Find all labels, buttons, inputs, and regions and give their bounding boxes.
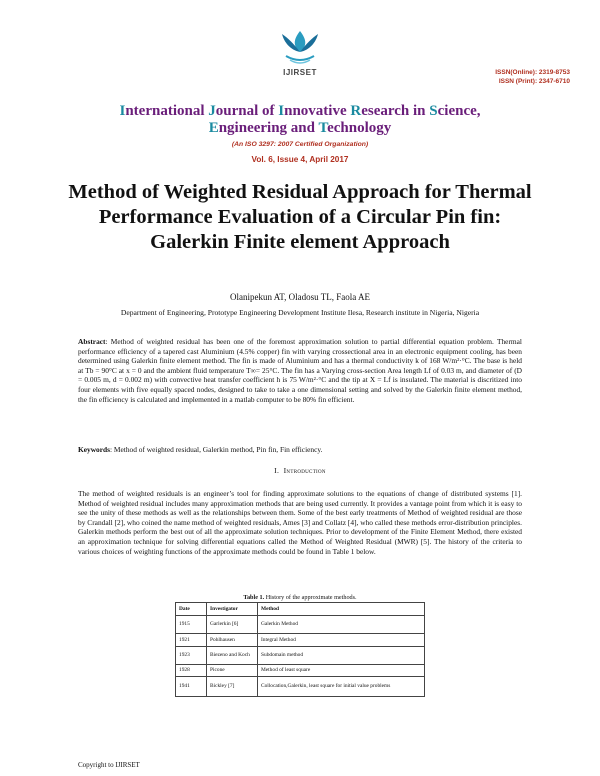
section-title: Introduction [283, 466, 326, 475]
logo-emblem-icon [278, 28, 322, 68]
logo-text: IJIRSET [283, 68, 317, 77]
journal-name [0, 103, 600, 137]
keywords-text: : Method of weighted residual, Galerkin method, Pin fin, Fin efficiency. [110, 445, 323, 454]
section-heading-introduction [0, 466, 600, 475]
table-cell: Galerkin Method [258, 616, 425, 634]
table-cell: Pohlhausen [207, 634, 258, 647]
abstract-label: Abstract [78, 337, 106, 346]
paper-authors: Olanipekun AT, Oladosu TL, Faola AE [230, 292, 370, 302]
table-cell: Bickley [7] [207, 677, 258, 697]
abstract-text: : Method of weighted residual has been one of the foremost approximation solution to partial differential equation problem. Thermal performance efficiency of a tapered cast Aluminium (4.5% copper) fin with varying crossectional area in an electronic equipment cooling, has been determined using Galerkin finite element method. The fin is made of Aluminium and has a thermal conductivity k of 168 W/m²·°C. The base is held at Tb = 90°C at x = 0 and the ambient fluid temperature T∞= 25°C. The fin has a Varying cross-section Area length Lf of 0.03 m, and diameter of (D = 0.005 m, d = 0.002 m) with convective heat transfer coefficient h is 75 W/m²·°C and the tip at X = Lf is insulated. The material is discritized into four elements with five equally spaced nodes, designed to take to take a one dimensional setting and solved by the Galerkin finite element method, the fin efficiency is calculated and implemented in a matlab computer to be 80% fin efficient. [78, 337, 522, 404]
table-cell: Biezeno and Koch [207, 647, 258, 665]
paper-affiliation: Department of Engineering, Prototype Engineering Development Institute Ilesa, Research institute in Nigeria, Nigeria [120, 308, 480, 317]
introduction-text: The method of weighted residuals is an engineer’s tool for finding approximate solutions to the equations of change of distributed systems [1]. Method of weighted residual includes many approximation methods that are being used currently. It provides a vantage point from which it is easy to see the unity of these methods as well as the relationships between them. Some of the best early treatments of Method of weighted residual are those by Crandall [2], who coined the name method of weighted residuals, Ames [3] and Collatz [4], who called these methods error-distribution principles. Galerkin methods perform the best out of all the approximate solution techniques. Prior to development of the Finite Element Method, there existed an approximation technique for solving differential equations called the Method of Weighted Residual (MWR) [5]. The history of the criteria to various choices of weighting functions of the approximate methods could be found in Table 1 below. [78, 489, 522, 556]
table-cell: 1928 [176, 665, 207, 677]
table-row [176, 677, 425, 697]
table-cell: Method of least square [258, 665, 425, 677]
table-cell: Subdomain method [258, 647, 425, 665]
issn-block [495, 68, 570, 86]
table-cell: Picone [207, 665, 258, 677]
issn-online: ISSN(Online): 2319-8753 [495, 69, 570, 76]
paper-title: Method of Weighted Residual Approach for Thermal Performance Evaluation of a Circular Pin fin: Galerkin Finite element Approach [68, 181, 532, 253]
abstract [78, 337, 522, 404]
table-row [176, 616, 425, 634]
footer-copyright: Copyright to IJIRSET [78, 761, 140, 769]
table-row [176, 647, 425, 665]
table-cell: 1941 [176, 677, 207, 697]
keywords-label: Keywords [78, 445, 111, 454]
table-caption-text: History of the approximate methods. [264, 594, 357, 601]
table-header-row [176, 603, 425, 616]
table-cell: 1915 [176, 616, 207, 634]
table-cell: 1923 [176, 647, 207, 665]
history-table [175, 602, 425, 697]
table-cell: 1921 [176, 634, 207, 647]
table-cell: Collocation,Galerkin, least square for initial value problems [258, 677, 425, 697]
volume-issue: Vol. 6, Issue 4, April 2017 [251, 155, 349, 164]
section-number: I. [274, 466, 280, 475]
table-header-cell: Date [176, 603, 207, 616]
journal-logo [255, 28, 345, 88]
table-row [176, 634, 425, 647]
table-header-cell: Method [258, 603, 425, 616]
table-cell: Garlerkin [6] [207, 616, 258, 634]
issn-print: ISSN (Print): 2347-6710 [498, 78, 570, 85]
table-cell: Integral Method [258, 634, 425, 647]
table-caption [0, 594, 600, 601]
certification-note: (An ISO 3297: 2007 Certified Organization) [231, 141, 369, 148]
journal-name-line-1: International Journal of Innovative Research in Science, [119, 103, 481, 119]
table-row [176, 665, 425, 677]
journal-name-line-2: Engineering and Technology [208, 120, 392, 136]
table-caption-label: Table 1. [243, 594, 265, 601]
table-header-cell: Investigator [207, 603, 258, 616]
keywords [78, 445, 522, 455]
